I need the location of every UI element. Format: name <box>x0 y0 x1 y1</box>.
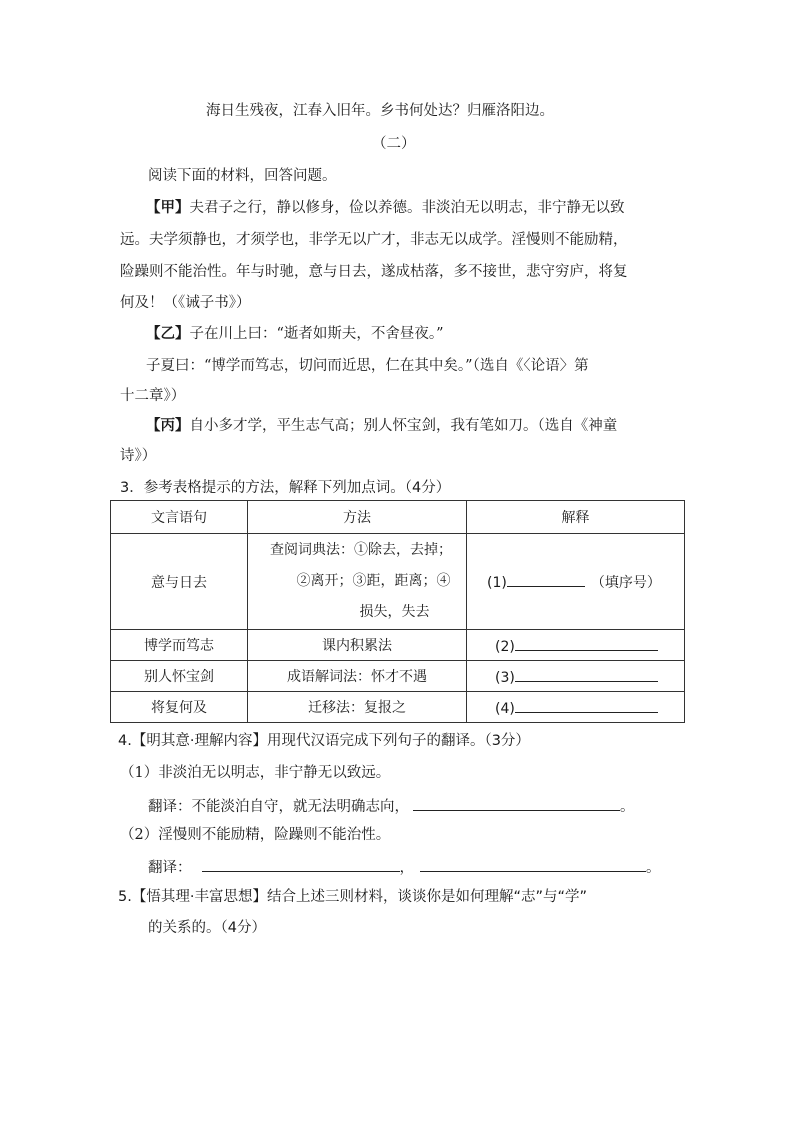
table-header-row <box>111 501 685 534</box>
passage-jia-label: 【甲】 <box>146 200 190 216</box>
answer-number-2: (2) <box>495 639 515 655</box>
answer-number-3: (3) <box>495 670 515 686</box>
answer-blank-3[interactable] <box>515 666 658 682</box>
question-3-table <box>110 500 685 723</box>
table-header-explanation: 解释 <box>467 501 685 534</box>
table-header-method: 方法 <box>248 501 467 534</box>
table-cell-method: 课内积累法 <box>248 630 467 661</box>
table-cell-sentence: 别人怀宝剑 <box>111 661 248 692</box>
question-4-item-1-translation <box>148 795 635 817</box>
passage-yi-line-3: 十二章》） <box>120 388 186 404</box>
translation-blank-2b[interactable] <box>420 856 646 872</box>
table-cell-method: 迁移法：复报之 <box>248 692 467 723</box>
table-row <box>111 692 685 723</box>
question-3-title: 3．参考表格提示的方法，解释下列加点词。（4分） <box>120 480 451 496</box>
method-line-2: ②离开；③距，距离；④ <box>296 573 451 589</box>
answer-number-4: (4) <box>495 701 515 717</box>
translation-mid-2: ， <box>399 860 414 876</box>
table-row <box>111 630 685 661</box>
translation-end-2: 。 <box>646 860 661 876</box>
question-4-item-2: （2）淫慢则不能励精，险躁则不能治性。 <box>120 827 391 843</box>
answer-blank-2[interactable] <box>515 635 658 651</box>
table-cell-sentence: 意与日去 <box>111 534 248 630</box>
passage-jia-line-2: 远。夫学须静也，才须学也，非学无以广才，非志无以成学。淫慢则不能励精， <box>120 232 628 248</box>
question-4-item-1: （1）非淡泊无以明志，非宁静无以致远。 <box>120 765 391 781</box>
table-row <box>111 661 685 692</box>
passage-yi-line-2: 子夏曰：“博学而笃志，切问而近思，仁在其中矣。”（选自《〈论语〉第 <box>146 358 589 374</box>
poem-tail-line: 海日生残夜，江春入旧年。乡书何处达？归雁洛阳边。 <box>206 103 554 119</box>
translation-label-1: 翻译：不能淡泊自守，就无法明确志向， <box>148 799 409 815</box>
passage-yi-text-1: 子在川上曰：“逝者如斯夫，不舍昼夜。” <box>189 326 444 342</box>
answer-hint-1: （填序号） <box>590 575 661 591</box>
question-5-line-2: 的关系的。（4分） <box>148 920 266 936</box>
table-cell-answer <box>467 534 685 630</box>
passage-jia-line-4: 何及！（《诫子书》） <box>120 295 251 311</box>
table-cell-method: 成语解词法：怀才不遇 <box>248 661 467 692</box>
question-4-item-2-translation <box>148 856 661 878</box>
table-cell-sentence: 博学而笃志 <box>111 630 248 661</box>
passage-bing-label: 【丙】 <box>146 418 190 434</box>
table-cell-answer <box>467 630 685 661</box>
question-5-line-1: 5.【悟其理·丰富思想】结合上述三则材料，谈谈你是如何理解“志”与“学” <box>118 889 587 905</box>
passage-jia-line-1 <box>146 198 625 218</box>
translation-label-2: 翻译： <box>148 860 192 876</box>
passage-bing-text-1: 自小多才学，平生志气高；别人怀宝剑，我有笔如刀。（选自《神童 <box>189 418 618 434</box>
method-line-1: 查阅词典法：①除去，去掉； <box>270 542 452 558</box>
answer-blank-4[interactable] <box>515 697 658 713</box>
passage-yi-label: 【乙】 <box>146 326 190 342</box>
translation-blank-1[interactable] <box>413 795 620 811</box>
table-row <box>111 534 685 630</box>
passage-yi-line-1 <box>146 324 444 344</box>
passage-bing-line-1 <box>146 416 617 436</box>
answer-number-1: (1) <box>487 575 507 591</box>
table-cell-answer <box>467 661 685 692</box>
table-header-sentence: 文言语句 <box>111 501 248 534</box>
answer-blank-1[interactable] <box>507 571 585 587</box>
table-cell-method <box>248 534 467 630</box>
translation-blank-2a[interactable] <box>202 856 400 872</box>
table-cell-sentence: 将复何及 <box>111 692 248 723</box>
section-heading: （二） <box>372 136 416 152</box>
passage-bing-line-2: 诗》） <box>120 448 157 464</box>
passage-jia-line-3: 险躁则不能治性。年与时驰，意与日去，遂成枯落，多不接世，悲守穷庐，将复 <box>120 264 628 280</box>
passage-jia-text-1: 夫君子之行，静以修身，俭以养德。非淡泊无以明志，非宁静无以致 <box>189 200 625 216</box>
reading-instruction: 阅读下面的材料，回答问题。 <box>148 168 337 184</box>
question-4-title: 4.【明其意·理解内容】用现代汉语完成下列句子的翻译。（3分） <box>118 733 530 749</box>
table-cell-answer <box>467 692 685 723</box>
translation-end-1: 。 <box>620 799 635 815</box>
method-line-3: 损失，失去 <box>359 604 430 620</box>
